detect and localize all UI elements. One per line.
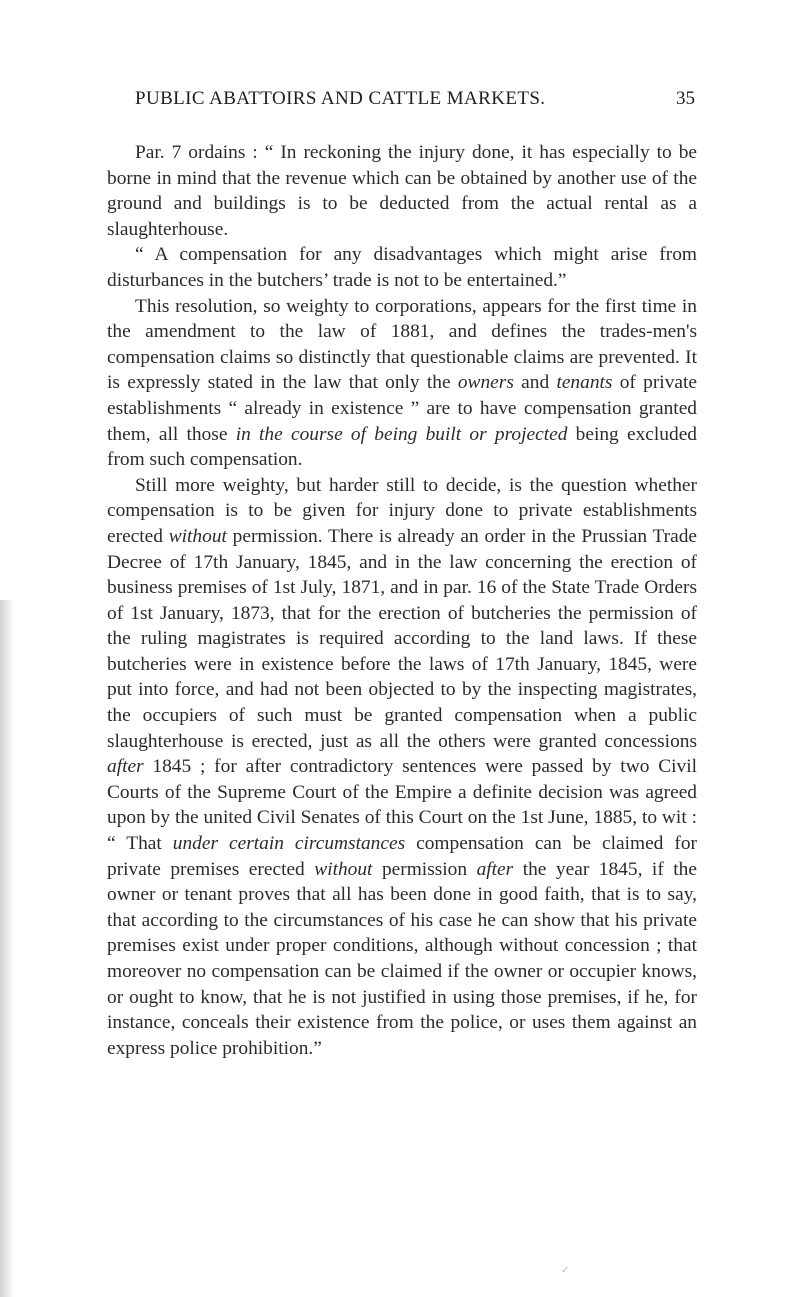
binding-shadow <box>0 600 14 1297</box>
emphasis-after: after <box>476 858 514 880</box>
text-run: This resolution, so weighty to corporations, appears for the first time in the amendment to the law of 1881, and defines the trades-men's compensation claims so distinctly that questionable claims are prevented. It is expressly stated in the law that only the <box>107 295 697 394</box>
body-text <box>107 140 697 1061</box>
text-run: permission <box>372 858 477 880</box>
page-number: 35 <box>676 88 695 109</box>
text-run: Still more weighty, but harder still to decide, is the question whether compensation is to be given for injury done to private establishments erected <box>107 474 697 547</box>
text-run: 1845 ; for after contradictory sentences were passed by two Civil Courts of the Supreme Court of the Empire a definite decision was agreed upon by the united Civil Senates of this Court on the 1st June, 1885, to wit : “ That <box>107 756 697 855</box>
emphasis-without: without <box>314 858 373 880</box>
paper-speck: ✓ <box>561 1265 570 1276</box>
emphasis-owners: owners <box>457 372 514 394</box>
paragraph-1: Par. 7 ordains : “ In reckoning the injury done, it has especially to be borne in mind that the revenue which can be obtained by another use of the ground and buildings is to be deducted from the actual rental as a slaughterhouse. <box>107 142 697 240</box>
text-run: and <box>513 372 557 394</box>
text-run: permission. There is already an order in the Prussian Trade Decree of 17th January, 1845, and in the law concerning the erection of business premises of 1st July, 1871, and in par. 16 of the State Trade Orders of 1st January, 1873, that for the erection of butcheries the permission of the ruling magistrates is required according to the land laws. If these butcheries were in existence before the laws of 17th January, 1845, were put into force, and had not been objected to by the inspecting magistrates, the occupiers of such must be granted compensation when a public slaughterhouse is erected, just as all the others were granted concessions <box>107 525 697 752</box>
emphasis-tenants: tenants <box>556 372 613 394</box>
emphasis-under-certain-circumstances: under certain circumstances <box>172 833 406 855</box>
running-head <box>135 88 695 116</box>
emphasis-without: without <box>168 525 227 547</box>
paragraph-4 <box>107 473 697 1062</box>
text-run: being excluded from such compensation. <box>107 423 697 471</box>
paragraph-3 <box>107 294 697 473</box>
emphasis-after: after <box>107 756 144 778</box>
text-run: the year 1845, if the owner or tenant proves that all has been done in good faith, that is to say, that according to the circumstances of his case he can show that his private premises exist under proper conditions, although without concession ; that moreover no compensation can be claimed if the owner or occupier knows, or ought to know, that he is not justified in using those premises, if he, for instance, conceals their existence from the police, or uses them against an express police prohibition.” <box>107 858 697 1059</box>
text-run: compensation can be claimed for private premises erected <box>107 833 697 880</box>
paragraph-2: “ A compensation for any disadvantages which might arise from disturbances in the butchers’ trade is not to be entertained.” <box>107 244 697 291</box>
running-title: PUBLIC ABATTOIRS AND CATTLE MARKETS. <box>135 88 546 109</box>
text-run: of private establishments “ already in existence ” are to have compensation granted them, all those <box>107 372 697 445</box>
emphasis-course-of-being-built: in the course of being built or projected <box>235 423 568 445</box>
